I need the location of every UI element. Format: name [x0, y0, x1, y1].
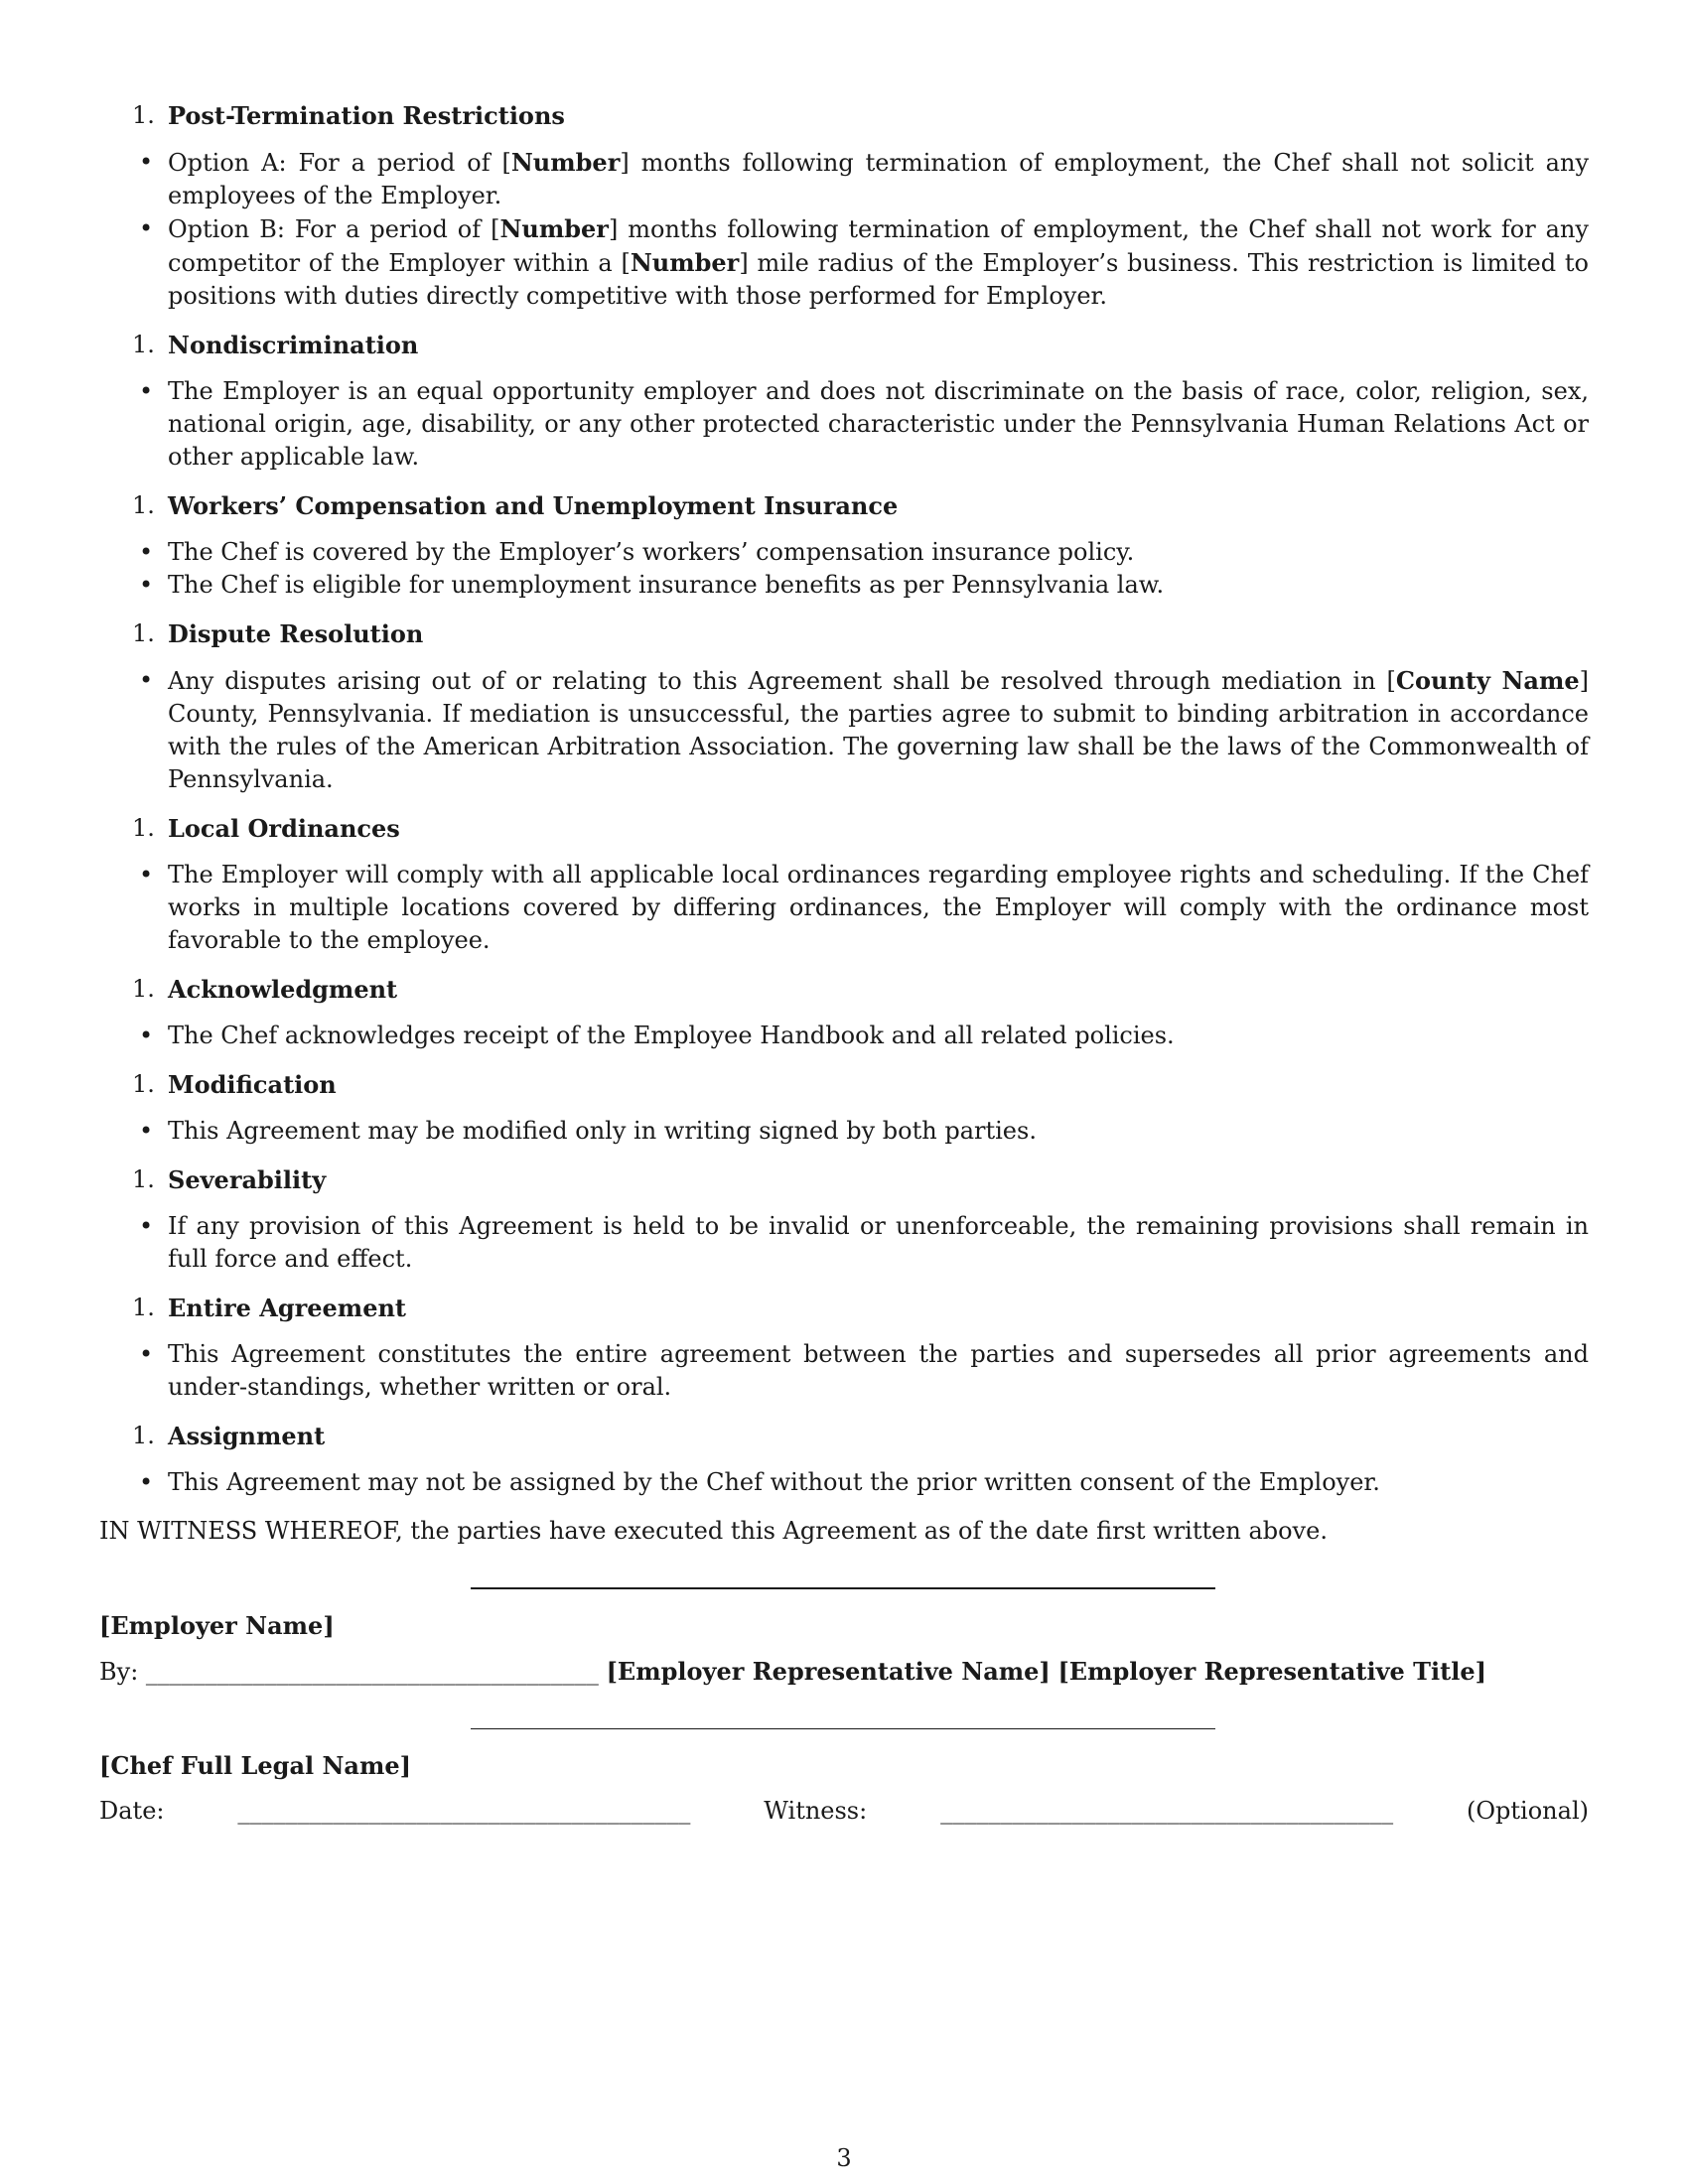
list-item: [99, 1466, 1589, 1499]
optional-label: (Optional): [1467, 1797, 1589, 1825]
section-heading: [99, 812, 1589, 845]
section-heading: [99, 1163, 1589, 1196]
list-item: [99, 859, 1589, 957]
section-title: Local Ordinances: [168, 814, 400, 843]
witness-label: Witness:: [764, 1797, 868, 1825]
bullet-list: [99, 146, 1589, 313]
bullet-text: This Agreement constitutes the entire agreement between the parties and supersedes all prior agreements and under-standings, whether written or oral.: [168, 1340, 1589, 1401]
section-number: 1.: [132, 1294, 155, 1321]
document-page: [99, 99, 1589, 1828]
bullet-text: The Chef acknowledges receipt of the Employee Handbook and all related policies.: [168, 1022, 1175, 1049]
section-number: 1.: [132, 1070, 155, 1098]
employer-name: [Employer Name]: [99, 1611, 335, 1640]
chef-signature-line: [471, 1728, 1215, 1729]
section-title: Nondiscrimination: [168, 331, 419, 359]
list-item: [99, 1338, 1589, 1404]
bullet-text: The Chef is covered by the Employer’s workers’ compensation insurance policy.: [168, 538, 1135, 566]
bullet-list: [99, 536, 1589, 602]
section-title: Modification: [168, 1070, 337, 1099]
section-number: 1.: [132, 975, 155, 1003]
section-title: Post-Termination Restrictions: [168, 101, 565, 130]
bullet-list: [99, 664, 1589, 796]
employer-by-row: [99, 1655, 1589, 1689]
bullet-list: [99, 859, 1589, 957]
section-title: Acknowledgment: [168, 975, 398, 1004]
placeholder-field: Number: [510, 148, 621, 177]
section-heading: [99, 617, 1589, 650]
date-blank: ______________________________________: [237, 1797, 691, 1825]
section-title: Assignment: [168, 1422, 326, 1450]
section-number: 1.: [132, 619, 155, 647]
bullet-icon: •: [139, 538, 154, 566]
placeholder-field: Number: [499, 214, 609, 243]
employer-rep-name: [Employer Representative Name]: [606, 1657, 1051, 1686]
placeholder-field: Number: [630, 248, 740, 277]
list-item: [99, 569, 1589, 602]
bullet-text: Any disputes arising out of or relating to this Agreement shall be resolved through mediation in [: [168, 667, 1396, 695]
list-item: [99, 536, 1589, 569]
bullet-icon: •: [139, 666, 154, 694]
witness-statement: IN WITNESS WHEREOF, the parties have executed this Agreement as of the date first written above.: [99, 1517, 1328, 1545]
bullet-icon: •: [139, 1117, 154, 1145]
bullet-list: [99, 1020, 1589, 1052]
section-heading: [99, 1420, 1589, 1452]
page-number: 3: [836, 2144, 852, 2172]
bullet-icon: •: [139, 1340, 154, 1368]
bullet-icon: •: [139, 571, 154, 599]
section-title: Severability: [168, 1165, 327, 1194]
bullet-icon: •: [139, 148, 154, 176]
bullet-icon: •: [139, 377, 154, 405]
bullet-text: The Employer will comply with all applicable local ordinances regarding employee rights and scheduling. If the Chef works in multiple locations covered by differing ordinances, the Employer will comply with the ordinance most favorable to the employee.: [168, 861, 1589, 954]
bullet-text: ] months following termination of employment, the Chef shall not work for any competitor of the Employer within a [: [168, 215, 1589, 277]
sections-container: [99, 99, 1589, 1499]
by-label: By:: [99, 1658, 139, 1686]
section-title: Workers’ Compensation and Unemployment Insurance: [168, 491, 899, 520]
employer-signature-line: [471, 1587, 1215, 1589]
section-title: Entire Agreement: [168, 1294, 406, 1322]
list-item: [99, 1115, 1589, 1148]
section-heading: [99, 1292, 1589, 1324]
section-title: Dispute Resolution: [168, 619, 424, 648]
bullet-icon: •: [139, 1468, 154, 1496]
chef-name: [Chef Full Legal Name]: [99, 1751, 411, 1780]
list-item: [99, 212, 1589, 313]
witness-blank: ______________________________________: [940, 1797, 1394, 1825]
bullet-icon: •: [139, 861, 154, 888]
list-item: [99, 1020, 1589, 1052]
list-item: [99, 146, 1589, 212]
bullet-list: [99, 375, 1589, 474]
section-number: 1.: [132, 101, 155, 129]
by-blank: ______________________________________: [145, 1658, 599, 1686]
bullet-list: [99, 1466, 1589, 1499]
employer-rep-title: [Employer Representative Title]: [1057, 1657, 1486, 1686]
section-number: 1.: [132, 814, 155, 842]
bullet-text: The Chef is eligible for unemployment insurance benefits as per Pennsylvania law.: [168, 571, 1165, 599]
bullet-list: [99, 1338, 1589, 1404]
date-label: Date:: [99, 1797, 165, 1825]
bullet-list: [99, 1115, 1589, 1148]
section-heading: [99, 329, 1589, 361]
bullet-icon: •: [139, 214, 154, 242]
bullet-text: ] County, Pennsylvania. If mediation is unsuccessful, the parties agree to submit to binding arbitration in accordance with the rules of the American Arbitration Association. The governing law shall be the laws of the Commonwealth of Pennsylvania.: [168, 667, 1590, 793]
list-item: [99, 1210, 1589, 1276]
bullet-text: If any provision of this Agreement is held to be invalid or unenforceable, the remaining provisions shall remain in full force and effect.: [168, 1212, 1589, 1273]
section-heading: [99, 1068, 1589, 1101]
list-item: [99, 375, 1589, 474]
bullet-text: Option B: For a period of [: [168, 215, 500, 243]
placeholder-field: County Name: [1395, 666, 1580, 695]
bullet-text: This Agreement may not be assigned by the Chef without the prior written consent of the Employer.: [168, 1468, 1380, 1496]
section-number: 1.: [132, 1165, 155, 1193]
list-item: [99, 664, 1589, 796]
section-heading: [99, 99, 1589, 132]
section-number: 1.: [132, 1422, 155, 1449]
bullet-text: ] mile radius of the Employer’s business. This restriction is limited to positions with duties directly competitive with those performed for Employer.: [168, 249, 1589, 310]
bullet-text: ] months following termination of employment, the Chef shall not solicit any employees of the Employer.: [168, 149, 1589, 209]
chef-date-row: [99, 1795, 1589, 1828]
section-number: 1.: [132, 491, 155, 519]
section-heading: [99, 973, 1589, 1006]
bullet-text: The Employer is an equal opportunity employer and does not discriminate on the basis of race, color, religion, sex, national origin, age, disability, or any other protected characteristic under the Pennsylvania Human Relations Act or other applicable law.: [168, 377, 1589, 471]
bullet-text: Option A: For a period of [: [168, 149, 511, 177]
section-heading: [99, 489, 1589, 522]
section-number: 1.: [132, 331, 155, 358]
bullet-icon: •: [139, 1212, 154, 1240]
bullet-icon: •: [139, 1022, 154, 1049]
bullet-list: [99, 1210, 1589, 1276]
bullet-text: This Agreement may be modified only in writing signed by both parties.: [168, 1117, 1037, 1145]
